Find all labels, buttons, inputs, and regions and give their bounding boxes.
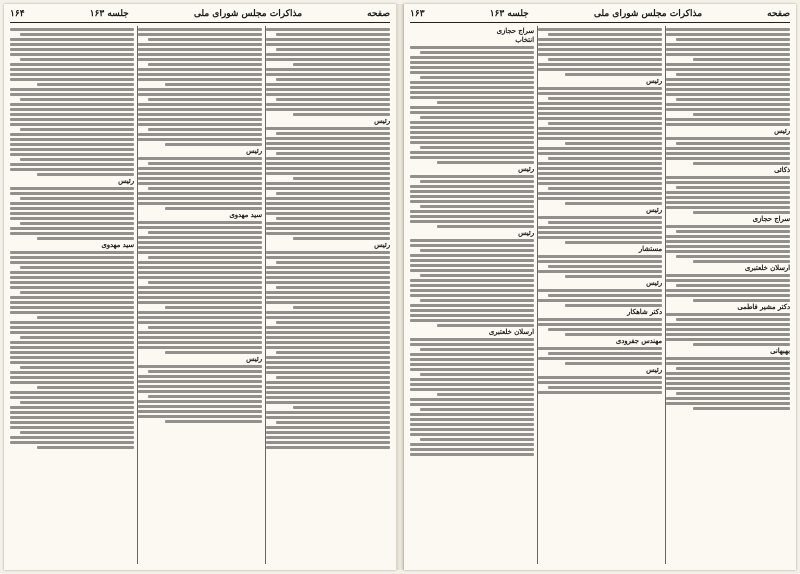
speaker-label: رئیس	[118, 177, 134, 185]
speaker-label: سید مهدوی	[101, 241, 134, 249]
speaker-label: ارسلان خلعتبری	[488, 328, 534, 336]
right-page-header	[410, 7, 790, 21]
speaker-label: سراج حجازی	[752, 215, 790, 223]
speaker-label: سید مهدوی	[229, 211, 262, 219]
speaker-label: رئیس	[646, 206, 662, 214]
left-page-header	[10, 7, 390, 21]
speaker-label: رئیس	[374, 117, 390, 125]
left-page	[4, 4, 396, 570]
speaker-label: رئیس	[646, 279, 662, 287]
speaker-label: رئیس	[374, 241, 390, 249]
speaker-label: ارسلان خلعتبری	[744, 264, 790, 272]
right-column-2	[538, 26, 662, 566]
speaker-label: انتخاب	[515, 36, 534, 44]
speaker-label: دکتر مشیر فاطمی	[737, 303, 790, 311]
speaker-label: رئیس	[518, 165, 534, 173]
speaker-label: سراج حجازی	[496, 27, 534, 35]
book-gutter	[396, 4, 404, 570]
speaker-label: رئیس	[518, 229, 534, 237]
right-page-session: جلسه ۱۶۳	[489, 9, 529, 19]
speaker-label: بهبهانی	[770, 347, 790, 355]
right-page	[404, 4, 796, 570]
document-spread	[4, 4, 796, 570]
right-column-3	[410, 26, 534, 566]
speaker-label: رئیس	[246, 355, 262, 363]
speaker-label: رئیس	[646, 366, 662, 374]
right-column-1	[666, 26, 790, 566]
left-column-1	[266, 26, 390, 566]
right-page-label: صفحه	[767, 9, 790, 19]
left-header-rule	[10, 22, 390, 23]
right-header-rule	[410, 22, 790, 23]
right-page-title: مذاکرات مجلس شورای ملی	[593, 9, 703, 19]
left-page-label: صفحه	[367, 9, 390, 19]
speaker-label: رئیس	[646, 77, 662, 85]
left-page-number: ۱۶۴	[10, 9, 25, 19]
speaker-label: رئیس	[774, 127, 790, 135]
right-page-number: ۱۶۳	[410, 9, 425, 19]
speaker-label: رئیس	[246, 147, 262, 155]
left-column-3	[10, 26, 134, 566]
speaker-label: مستشار	[638, 245, 662, 253]
speaker-label: مهندس جفرودی	[615, 337, 662, 345]
left-column-2	[138, 26, 262, 566]
left-page-title: مذاکرات مجلس شورای ملی	[193, 9, 303, 19]
left-page-session: جلسه ۱۶۳	[89, 9, 129, 19]
speaker-label: دکتر شاهکار	[627, 308, 662, 316]
speaker-label: ذکائی	[774, 166, 790, 174]
